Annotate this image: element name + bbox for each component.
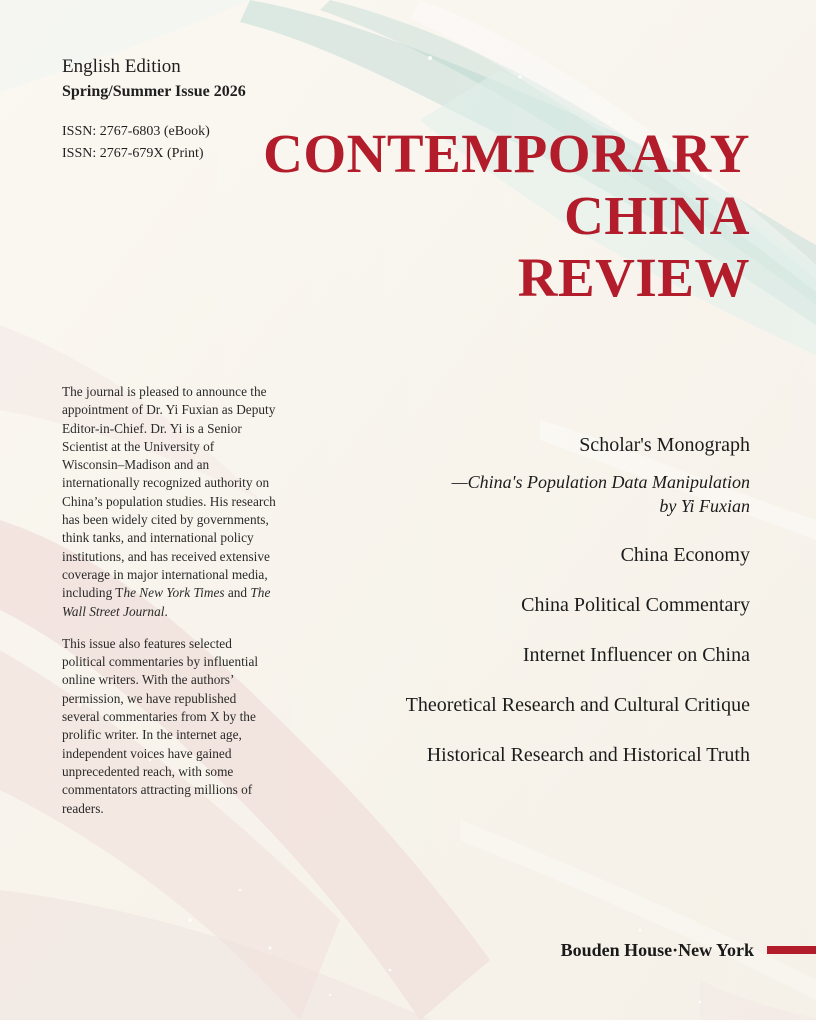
table-of-contents [320,432,750,768]
toc-monograph-subtitle-line-2: by Yi Fuxian [659,496,750,516]
editorial-intro [62,383,276,818]
issue-label: Spring/Summer Issue 2026 [62,83,246,100]
publisher-label: Bouden House·New York [560,940,754,960]
toc-section-china-political-commentary: China Political Commentary [521,594,750,616]
toc-section-historical-research: Historical Research and Historical Truth [426,744,750,766]
title-line-2: CHINA [564,185,750,246]
edition-label: English Edition [62,56,181,77]
toc-section-theoretical-research: Theoretical Research and Cultural Critique [405,694,750,716]
issn-ebook: ISSN: 2767-6803 (eBook) [62,124,210,139]
toc-section-internet-influencer-on-china: Internet Influencer on China [522,644,750,666]
intro-paragraph-2: This issue also features selected political commentaries by influential online writers. With the authors’ permission, we have republished several commentaries from X by the prolific writer. In the internet age, independent voices have gained unprecedented reach, with some commentators attracting millions of readers. [62,635,259,816]
toc-monograph-subtitle-line-1: —China's Population Data Manipulation [451,472,750,492]
toc-monograph-heading: Scholar's Monograph [579,434,750,456]
intro-paragraph-1-mid: and [224,585,251,601]
intro-paragraph-1 [62,383,276,621]
intro-paragraph-1-italic-1: he New York Times [123,585,225,601]
toc-section-china-economy: China Economy [620,544,750,566]
issn-print: ISSN: 2767-679X (Print) [62,146,204,161]
intro-paragraph-1-suffix: . [164,603,168,619]
toc-monograph-subtitle [320,470,750,518]
publisher-accent-bar [767,946,816,954]
journal-title [263,123,750,309]
intro-paragraph-1-italic-2: The Wall Street Journal [62,585,271,619]
title-line-1: CONTEMPORARY [263,123,750,184]
intro-paragraph-1-prefix: The journal is pleased to announce the appointment of Dr. Yi Fuxian as Deputy Editor-in-Chief. Dr. Yi is a Senior Scientist at the University of Wisconsin–Madison and an internationally recognized authority on China’s population studies. His research has been widely cited by governments, think tanks, and international policy institutions, and has received extensive coverage in major international media, including T [62,384,276,601]
title-line-3: REVIEW [517,247,750,308]
